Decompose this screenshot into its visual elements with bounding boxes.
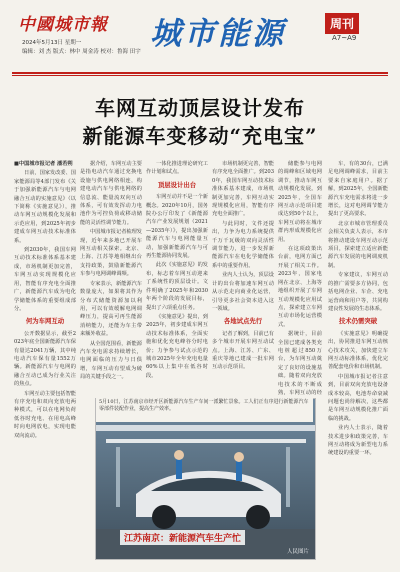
masthead-rule — [12, 72, 388, 74]
paragraph: 业内人士认为，顶层设计的出台将加速车网互动从示范走向商业化运营，引导更多社会资本进入这一领域。 — [212, 272, 274, 312]
headline-line1: 车网互动顶层设计发布 — [95, 96, 305, 120]
paragraph: 从全国范围看，新能源汽车充电需求持续增长，电网面临的压力与日俱增，车网互动有望成为破局的关键手段之一。 — [80, 340, 142, 381]
paragraph: 中国城市报记者注意到，目前双向充放电设备成本较高，电池寿命衰减问题也尚待解决，这些都是车网互动规模化推广面临的挑战。 — [328, 373, 388, 422]
paragraph: 日前，国家发改委、国家能源局等4部门发布《关于加强新能源汽车与电网融合互动的实施意见》（以下简称《实施意见》），推动车网互动规模化发展和示范应用，到2025年初步建成车网互动技术标准体系。 — [14, 170, 76, 244]
paragraph: 此次《实施意见》的发布，标志着车网互动迎来了系统性的顶层设计。文件明确了2025年和2030年两个阶段的发展目标，提出了六项重点任务。 — [146, 262, 208, 311]
paragraph: 业内人士表示，随着技术进步和政策完善，车网互动将成为新型电力系统建设的重要一环。 — [328, 425, 388, 457]
editor-line: 编辑：刘 杰 版式：林中 周金涛 校对：鲁海 田宇 — [22, 49, 141, 55]
headline-line2: 新能源车变移动“充电宝” — [82, 124, 318, 148]
subheading: 何为车网互动 — [25, 317, 65, 326]
photo-caption: 5月10日，江苏南京市经开区新能源汽车生产车间一派繁忙景象。工人们正有序进行新能源汽车零部件装配作业，提高生产效率。 — [96, 398, 313, 422]
article-column-2 — [80, 160, 142, 395]
weekly-badge: 周刊 — [325, 13, 359, 34]
paragraph: 北京市城市管理委员会相关负责人表示，本市将推动建设车网互动示范项目，探索建立适应新能源汽车发展的电网调度机制。 — [328, 220, 388, 269]
paragraph: 在这项政策出台前，电网方面已开展了相关工作。2023年，国家电网在北京、上海等地组织开展了车网互动规模化应用试点，探索建立车网互动市场化运营模式。 — [278, 246, 322, 328]
page-range: A7~A9 — [332, 34, 357, 42]
paragraph: 与此同时，文件还提出，力争为电力系统提供千万千瓦级的双向灵活性调节能力，进一步发挥新能源汽车在电化学储能体系中的重要作用。 — [212, 220, 274, 269]
article-column-5 — [278, 160, 322, 395]
subheading: 技术仍需突破 — [338, 317, 378, 326]
article-column-6 — [328, 160, 388, 560]
article-column-1 — [14, 160, 76, 560]
masthead — [0, 0, 400, 78]
paper-name: 中國城市報 — [18, 15, 108, 35]
paragraph: 一体化推进理论研究工作计划和试点。 — [146, 161, 208, 176]
paragraph: 专家表示，新能源汽车数量庞大，如果将其作为分布式储能资源加以利用，可以有效缓解电网调峰压力，提高可再生能源消纳能力，还能为车主带来额外收益。 — [80, 280, 142, 338]
issue-date: 2024年5月13日 星期一 — [22, 40, 82, 46]
paragraph: 车，有的30台，已满足电网调峰需求，目前主要来自家庭用户。据了解，到2025年，全国新能源汽车充电需求将进一步增长，这对电网调节能力提出了更高要求。 — [328, 161, 388, 218]
paragraph: 储能参与电网的调峰和区域电网调节，推动车网互动规模化发展。到2025年，全国车网互动示范项目建成达到50个以上，车网互动将在城市群内形成规模化应用。 — [278, 161, 322, 243]
article-column-3 — [146, 160, 208, 395]
paragraph: 《实施意见》提出，到2025年，初步建成车网互动技术标准体系，全面实施和优化充电峰谷分时电价；力争参与试点示范的城市2025年全年充电电量60%以上集中在低谷时段。 — [146, 313, 208, 379]
paragraph: 专家建议，车网互动的推广需要多方协同，包括电网企业、车企、充电运营商和用户等，共同构建良性发展的生态体系。 — [328, 272, 388, 312]
photo-credit: 人民图片 — [287, 549, 310, 555]
paragraph: 车网互动主要包括智能有序充电和双向充放电两种模式，可以在电网负荷低谷时充电、在用电高峰时向电网放电，实现电能双向流动。 — [14, 390, 76, 439]
masthead-rule-thin — [12, 75, 388, 76]
subheading: 各地试点先行 — [223, 317, 263, 326]
paragraph: 中国城市报记者梳理发现，近年来多地已开展车网互动相关探索。北京、上海、江苏等地相继出台支持政策，鼓励新能源汽车参与电网调峰调频。 — [80, 229, 142, 278]
paragraph: 记者了解到，目前已有多个城市开展车网互动试点。上海、江苏、广东、重庆等地已建成一批车网互动示范项目。 — [212, 330, 274, 371]
paragraph: 到2030年，我国车网互动技术标准体系基本建成，市场机制更加完善，车网互动实现规模化应用，智能有序充电全面推广，新能源汽车成为电化学储能体系的重要组成部分。 — [14, 247, 76, 312]
byline: ■中国城市报记者 潘若朔 — [14, 161, 73, 167]
paragraph: 据统计，目前全国已建成各类充电桩超过850万台，为车网互动奠定了良好的设施基础。随着双向充放电技术的不断成熟，车网互动的经 — [278, 331, 322, 395]
paragraph: 《实施意见》明确提出，协同推进车网互动核心技术攻关，加快建立车网互动标准体系，优化完善配套电价和市场机制。 — [328, 330, 388, 371]
paragraph: 公开数据显示，截至2023年底全国新能源汽车保有量达2041万辆，其中纯电动汽车保有量1552万辆。新能源汽车与电网的融合互动已成为行业关注的焦点。 — [14, 330, 76, 388]
article-column-4 — [212, 160, 274, 395]
photo-title: 江苏南京：新能源汽车生产忙 — [120, 530, 245, 545]
subheading: 顶层设计出台 — [157, 180, 197, 189]
paragraph: 车网互动并不是一个新概念。2020年10月，国务院办公厅印发了《新能源汽车产业发展规划（2021—2035年）》，提出加强新能源汽车与电网能量互动，加强新能源汽车与可再生能源协同发展。 — [146, 194, 208, 260]
section-title: 城市能源 — [150, 16, 286, 52]
paragraph: 据介绍，车网互动主要是指电动汽车通过充换电设施与供电网络相连，构建电动汽车与供电网络的信息流、能量流双向互动体系，可有效发挥动力电池作为可控负荷或移动储能的灵活性调节能力。 — [80, 161, 142, 226]
paragraph: 市场机制更完善，智能有序充电全面推广。到2030年，我国车网互动技术标准体系基本建成，市场机制更加完善，车网互动实现规模化应用，智能有序充电全面推广。 — [212, 161, 274, 218]
